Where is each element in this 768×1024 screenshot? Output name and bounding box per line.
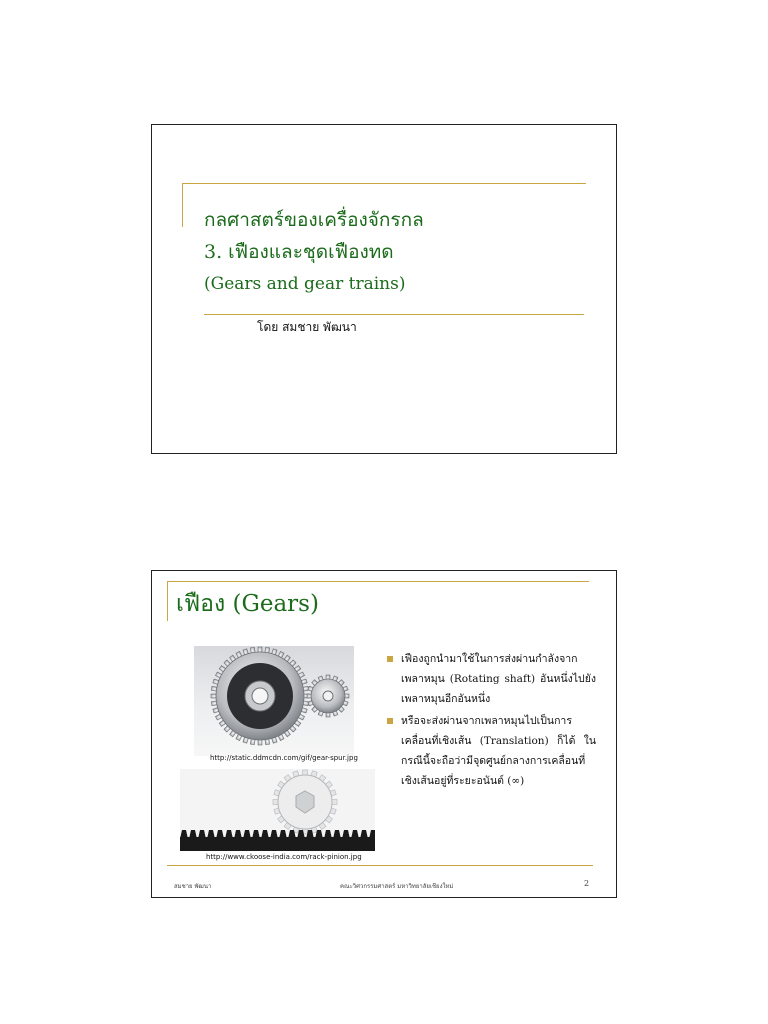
image-caption-rack-pinion: http://www.ckoose-india.com/rack-pinion.jpg [206,853,362,861]
slide-subtitle-thai: 3. เฟืองและชุดเฟืองทด [204,241,394,263]
slide-subtitle-english: (Gears and gear trains) [204,274,406,294]
content-slide [151,570,617,898]
square-bullet-icon [387,718,393,724]
footer-rule [167,865,593,866]
left-rule [182,183,183,227]
rack-pinion-image [180,769,375,851]
footer-author: สมชาย พัฒนา [174,883,212,890]
bullet-text: เฟืองถูกนำมาใช้ในการส่งผ่านกำลังจากเพลาหมุน (Rotating shaft) อันหนึ่งไปยังเพลาหมุนอีกอันหนึ่ง [401,653,596,705]
footer-faculty: คณะวิศวกรรมศาสตร์ มหาวิทยาลัยเชียงใหม่ [340,883,454,890]
top-rule [167,581,589,582]
author-name: โดย สมชาย พัฒนา [257,320,357,334]
left-rule [167,581,168,621]
spur-gear-image [194,646,354,756]
slide-title: เฟือง (Gears) [176,591,319,617]
author-rule [204,314,584,315]
slide-title: กลศาสตร์ของเครื่องจักรกล [204,209,424,231]
bullet-item [392,711,596,791]
bullet-item [392,649,596,709]
image-caption-spur-gear: http://static.ddmcdn.com/gif/gear-spur.jpg [210,754,358,762]
title-slide [151,124,617,454]
top-rule [182,183,586,184]
bullet-text: หรือจะส่งผ่านจากเพลาหมุนไปเป็นการเคลื่อนที่เชิงเส้น (Translation) ก็ได้ ในกรณีนี้จะถือว่ามีจุดศูนย์กลางการเคลื่อนที่เชิงเส้นอยู่ที่ระยะอนันต์ (∞) [401,715,596,787]
square-bullet-icon [387,656,393,662]
page-number: 2 [584,879,590,888]
bullet-list [392,649,596,793]
